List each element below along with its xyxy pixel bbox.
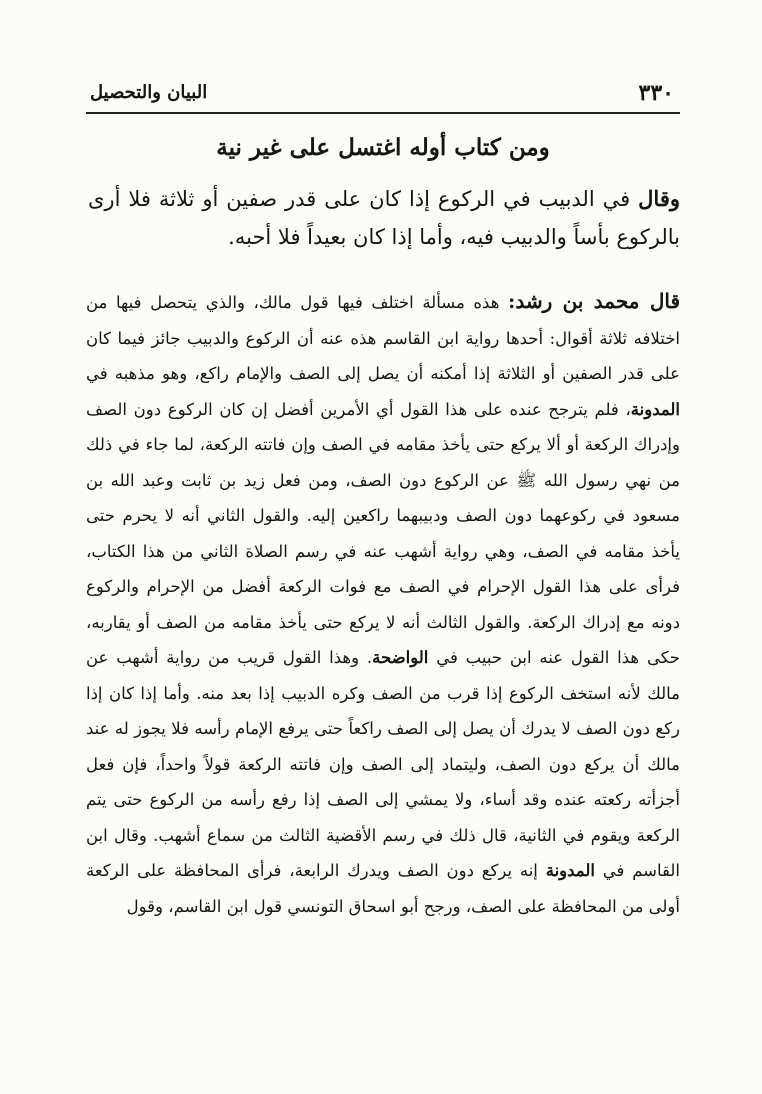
commentary-speaker: قال محمد بن رشد:	[508, 289, 681, 313]
commentary-text-4: إنه يركع دون الصف ويدرك الرابعة، فرأى المحافظة على الركعة أولى من المحافظة على الصف، ورجح أبو اسحاق التونسي قول ابن القاسم، وقول	[86, 861, 680, 916]
header-rule	[86, 112, 680, 114]
matn-paragraph	[88, 180, 680, 256]
term-mudawwana: المدونة	[630, 399, 680, 419]
page-header	[86, 78, 680, 110]
matn-text: في الدبيب في الركوع إذا كان على قدر صفين أو ثلاثة فلا أرى بالركوع بأساً والدبيب فيه، وأما إذا كان بعيداً فلا أحبه.	[88, 187, 680, 249]
commentary-text-3: . وهذا القول قريب من رواية أشهب عن مالك لأنه استخف الركوع إذا قرب من الصف وكره الدبيب إذا بعد منه. وأما إذا كان إذا ركع دون الصف لا يدرك أن يصل إلى الصف راكعاً حتى يرفع الإمام رأسه فلا يجوز له عند مالك أن يركع دون الصف، وليتماد إلى الصف وإن فاتته الركعة قولاً واحداً، فإن فعل أجزأته ركعته عنده وقد أساء، ولا يمشي إلى الصف إذا رفع رأسه من الركوع حتى يتم الركعة ويقوم في الثانية، قال ذلك في رسم الأقضية الثالث من سماع أشهب. وقال ابن القاسم في	[86, 648, 680, 880]
term-mudawwana: المدونة	[545, 861, 595, 880]
matn-speaker: وقال	[638, 186, 680, 211]
commentary-paragraph	[86, 284, 680, 924]
chapter-title: ومن كتاب أوله اغتسل على غير نية	[216, 134, 550, 161]
page-number: ٣٣٠	[638, 80, 674, 106]
running-title: البيان والتحصيل	[90, 82, 208, 103]
term-wadiha: الواضحة	[372, 648, 429, 667]
commentary-text-2: ، فلم يترجح عنده على هذا القول أي الأمرين أفضل إن كان الركوع دون الصف وإدراك الركعة أو ألا يركع حتى يأخذ مقامه في الصف وإن فاتته الركعة، لما جاء في ذلك من نهي رسول الله ﷺ عن الركوع دون الصف، ومن فعل زيد بن ثابت وعبد الله بن مسعود في ركوعهما دون الصف ودبيبهما راكعين إليه. والقول الثاني أنه لا يحرم حتى يأخذ مقامه في الصف، وهي رواية أشهب عنه في رسم الصلاة الثاني من هذا الكتاب، فرأى على هذا القول الإحرام في الصف مع فوات الركعة أفضل من الإحرام والركوع دونه مع إدراك الركعة. والقول الثالث أنه لا يركع حتى يأخذ مقامه من الصف أو يقاربه، حكى هذا القول عنه ابن حبيب في	[86, 399, 681, 667]
commentary-text-1: هذه مسألة اختلف فيها قول مالك، والذي يتحصل فيها من اختلافه ثلاثة أقوال: أحدها رواية ابن القاسم هذه عنه أن الركوع والدبيب جائز فيما كان على قدر الصفين أو الثلاثة إذا أمكنه أن يصل إلى الصف والإمام راكع، وهو مذهبه في	[86, 293, 680, 383]
